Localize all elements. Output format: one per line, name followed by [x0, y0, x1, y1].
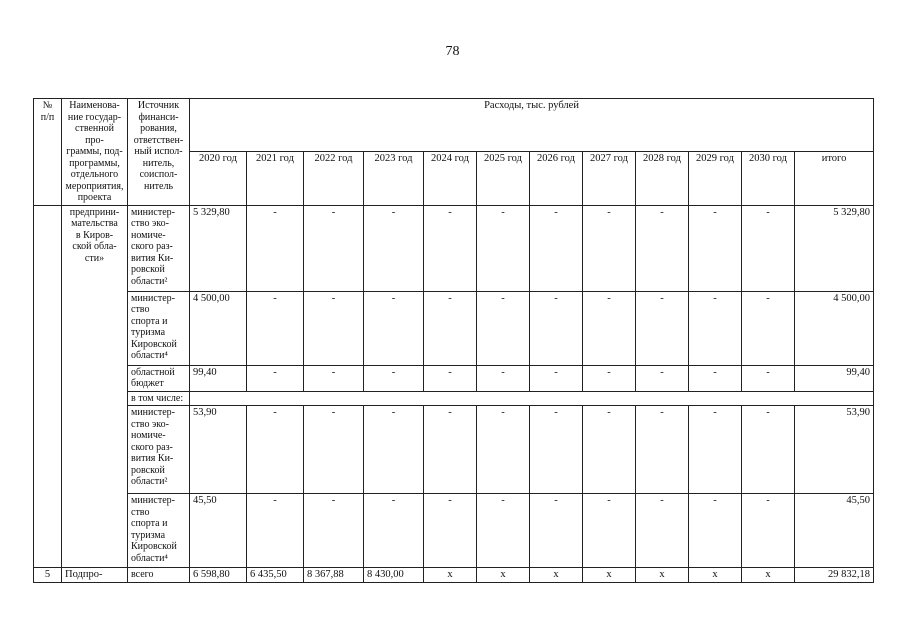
value-2023: 8 430,00: [364, 568, 424, 583]
value-2020: 4 500,00: [190, 291, 247, 365]
table-row: [34, 205, 874, 291]
value-2024: -: [424, 494, 477, 568]
value-2026: -: [530, 291, 583, 365]
value-2027: -: [583, 205, 636, 291]
value-2020: 99,40: [190, 365, 247, 391]
value-2020: 45,50: [190, 494, 247, 568]
value-2021: -: [247, 205, 304, 291]
page-number: 78: [445, 44, 460, 59]
value-2030: -: [742, 291, 795, 365]
value-2026: -: [530, 365, 583, 391]
value-2028: -: [636, 494, 689, 568]
value-2030: -: [742, 205, 795, 291]
value-2028: -: [636, 205, 689, 291]
budget-table: [33, 98, 874, 583]
value-2027: х: [583, 568, 636, 583]
header-year-2024: 2024 год: [424, 152, 477, 205]
value-2024: -: [424, 205, 477, 291]
value-2028: х: [636, 568, 689, 583]
including-label: в том числе:: [128, 391, 190, 406]
value-2026: -: [530, 406, 583, 494]
value-2023: -: [364, 365, 424, 391]
value-total: 29 832,18: [795, 568, 874, 583]
value-2027: -: [583, 494, 636, 568]
value-2026: -: [530, 205, 583, 291]
value-2022: -: [304, 365, 364, 391]
value-2022: 8 367,88: [304, 568, 364, 583]
value-2029: -: [689, 365, 742, 391]
including-empty: [190, 391, 874, 406]
including-row: [34, 391, 874, 406]
source-cell: областной бюджет: [128, 365, 190, 391]
header-year-2028: 2028 год: [636, 152, 689, 205]
header-num: № п/п: [34, 99, 62, 206]
value-2020: 53,90: [190, 406, 247, 494]
value-2027: -: [583, 291, 636, 365]
source-cell: министер- ство эко- номиче- ского раз- вития Ки- ровской области²: [128, 205, 190, 291]
subprogram-num: 5: [34, 568, 62, 583]
value-2029: -: [689, 205, 742, 291]
value-2022: -: [304, 494, 364, 568]
value-2025: -: [477, 494, 530, 568]
subprogram-row: [34, 568, 874, 583]
item-num-cell: [34, 205, 62, 568]
header-year-2030: 2030 год: [742, 152, 795, 205]
subprogram-source: всего: [128, 568, 190, 583]
subprogram-name: Подпро-: [62, 568, 128, 583]
value-2025: -: [477, 205, 530, 291]
value-2024: -: [424, 365, 477, 391]
value-2026: х: [530, 568, 583, 583]
value-2024: -: [424, 406, 477, 494]
value-2025: -: [477, 365, 530, 391]
header-expenses: Расходы, тыс. рублей: [190, 99, 874, 152]
value-2026: -: [530, 494, 583, 568]
value-2020: 6 598,80: [190, 568, 247, 583]
table-row: [34, 291, 874, 365]
value-2027: -: [583, 406, 636, 494]
header-total: итого: [795, 152, 874, 205]
header-year-2020: 2020 год: [190, 152, 247, 205]
table-row: [34, 494, 874, 568]
value-2022: -: [304, 406, 364, 494]
item-name-cell: предприни- мательства в Киров- ской обла- сти»: [62, 205, 128, 568]
value-2022: -: [304, 291, 364, 365]
table-row: [34, 406, 874, 494]
header-source: Источник финанси- рования, ответствен- ный испол- нитель, соиспол- нитель: [128, 99, 190, 206]
header-year-2027: 2027 год: [583, 152, 636, 205]
value-2021: -: [247, 365, 304, 391]
value-2029: -: [689, 291, 742, 365]
header-year-2021: 2021 год: [247, 152, 304, 205]
value-total: 99,40: [795, 365, 874, 391]
header-row-1: [34, 99, 874, 152]
value-2023: -: [364, 205, 424, 291]
value-2030: -: [742, 406, 795, 494]
value-2030: -: [742, 365, 795, 391]
value-2023: -: [364, 406, 424, 494]
value-2020: 5 329,80: [190, 205, 247, 291]
value-2022: -: [304, 205, 364, 291]
value-total: 53,90: [795, 406, 874, 494]
value-total: 4 500,00: [795, 291, 874, 365]
value-2030: х: [742, 568, 795, 583]
header-name: Наименова- ние государ- ственной про- граммы, под- программы, отдельного мероприятия, проекта: [62, 99, 128, 206]
header-year-2026: 2026 год: [530, 152, 583, 205]
value-2021: -: [247, 291, 304, 365]
value-2028: -: [636, 365, 689, 391]
value-2024: х: [424, 568, 477, 583]
value-2028: -: [636, 291, 689, 365]
value-2029: -: [689, 494, 742, 568]
value-2029: х: [689, 568, 742, 583]
table-row: [34, 365, 874, 391]
source-cell: министер- ство спорта и туризма Кировской области⁴: [128, 494, 190, 568]
value-2027: -: [583, 365, 636, 391]
value-2021: -: [247, 494, 304, 568]
value-2028: -: [636, 406, 689, 494]
source-cell: министер- ство эко- номиче- ского раз- вития Ки- ровской области²: [128, 406, 190, 494]
value-2021: -: [247, 406, 304, 494]
source-cell: министер- ство спорта и туризма Кировской области⁴: [128, 291, 190, 365]
value-total: 45,50: [795, 494, 874, 568]
header-year-2023: 2023 год: [364, 152, 424, 205]
value-2023: -: [364, 494, 424, 568]
value-total: 5 329,80: [795, 205, 874, 291]
value-2025: х: [477, 568, 530, 583]
value-2025: -: [477, 291, 530, 365]
header-year-2029: 2029 год: [689, 152, 742, 205]
value-2025: -: [477, 406, 530, 494]
value-2029: -: [689, 406, 742, 494]
header-year-2025: 2025 год: [477, 152, 530, 205]
value-2021: 6 435,50: [247, 568, 304, 583]
header-year-2022: 2022 год: [304, 152, 364, 205]
value-2024: -: [424, 291, 477, 365]
value-2030: -: [742, 494, 795, 568]
value-2023: -: [364, 291, 424, 365]
